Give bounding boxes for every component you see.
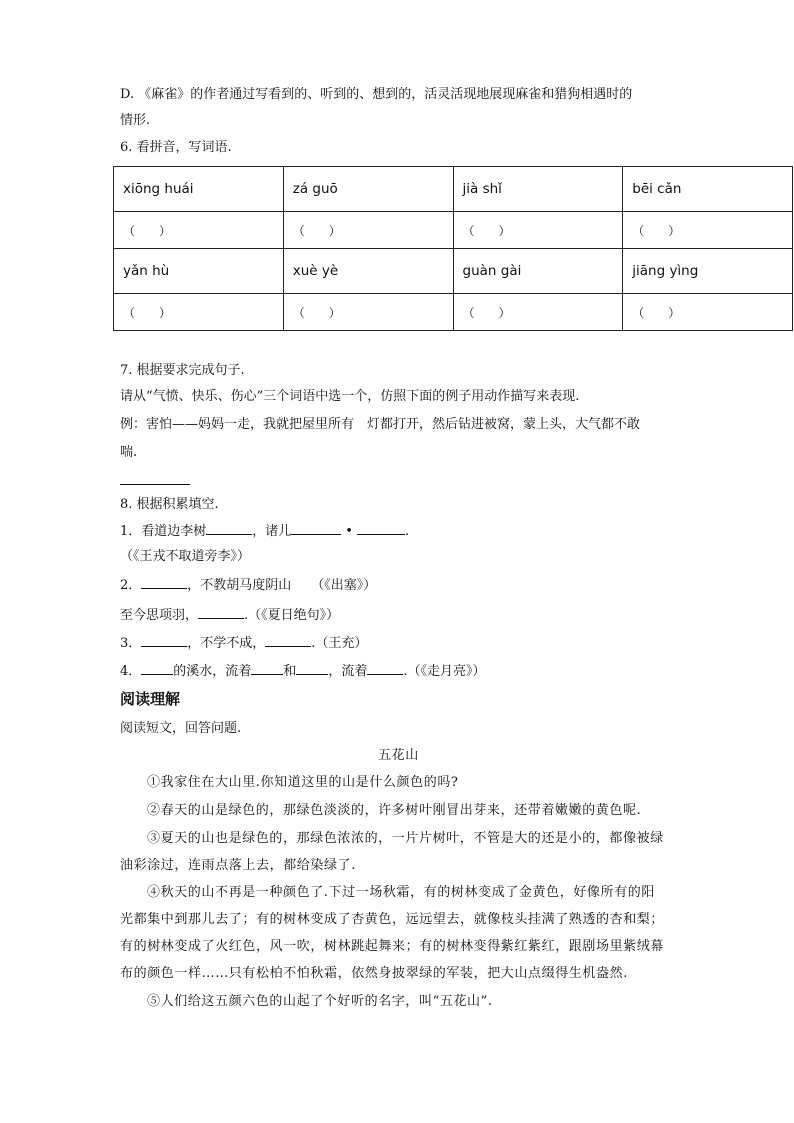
passage-paragraph-3-line2: 油彩涂过，连雨点落上去，都给染绿了. bbox=[120, 858, 356, 873]
q8-item1-end: . bbox=[404, 524, 410, 539]
q8-item2b-end: .（《夏日绝句》） bbox=[244, 608, 340, 623]
reading-heading: 阅读理解 bbox=[120, 690, 181, 708]
pinyin-cell: zá guō bbox=[283, 167, 453, 212]
passage-paragraph-4-line4: 布的颜色一样……只有松柏不怕秋霜，依然身披翠绿的军装，把大山点缀得生机盎然. bbox=[120, 966, 628, 981]
pinyin-cell: xuè yè bbox=[283, 249, 453, 294]
pinyin-cell: jiāng yìng bbox=[623, 249, 793, 294]
pinyin-cell: xiōng huái bbox=[114, 167, 284, 212]
q8-item1-dot: • bbox=[345, 524, 353, 539]
answer-cell[interactable]: （ ） bbox=[114, 294, 284, 331]
q8-title: 8. 根据积累填空. bbox=[120, 497, 219, 512]
fill-blank[interactable] bbox=[141, 634, 187, 647]
q8-item4-text-b: 和 bbox=[283, 664, 297, 679]
q7-title: 7. 根据要求完成句子. bbox=[120, 363, 245, 378]
passage-paragraph-4-line3: 有的树林变成了火红色，风一吹，树林跳起舞来；有的树林变得紫红紫红，跟剧场里紫绒幕 bbox=[120, 939, 665, 954]
answer-row bbox=[114, 212, 793, 249]
q8-item3 bbox=[120, 634, 367, 653]
q7-answer-blank[interactable] bbox=[120, 484, 190, 485]
fill-blank[interactable] bbox=[198, 606, 244, 619]
pinyin-row bbox=[114, 167, 793, 212]
pinyin-cell: yǎn hù bbox=[114, 249, 284, 294]
pinyin-cell: guàn gài bbox=[453, 249, 623, 294]
passage-paragraph-3-line1: ③夏天的山也是绿色的，那绿色浓浓的，一片片树叶，不管是大的还是小的，都像被绿 bbox=[147, 831, 664, 846]
q5-option-d-line1: D. 《麻雀》的作者通过写看到的、听到的、想到的，活灵活现地展现麻雀和猎狗相遇时的 bbox=[120, 87, 633, 102]
q8-item4-text-c: ，流着 bbox=[328, 664, 368, 679]
fill-blank[interactable] bbox=[265, 634, 311, 647]
q7-instruction: 请从“气愤、快乐、伤心”三个词语中选一个，仿照下面的例子用动作描写来表现. bbox=[120, 389, 580, 404]
q8-item4-text-a: 的溪水，流着 bbox=[173, 664, 252, 679]
q8-item2-text: ，不教胡马度阴山 bbox=[187, 578, 292, 593]
pinyin-cell: bēi cǎn bbox=[623, 167, 793, 212]
q8-item3-end: .（王充） bbox=[311, 636, 368, 651]
passage-paragraph-2: ②春天的山是绿色的，那绿色淡淡的，许多树叶刚冒出芽来，还带着嫩嫩的黄色呢. bbox=[147, 803, 642, 818]
fill-blank[interactable] bbox=[141, 662, 173, 675]
pinyin-row bbox=[114, 249, 793, 294]
answer-cell[interactable]: （ ） bbox=[283, 294, 453, 331]
fill-blank[interactable] bbox=[206, 522, 252, 535]
q8-item2b-text: 至今思项羽， bbox=[120, 608, 199, 623]
q8-item3-prefix: 3． bbox=[120, 636, 142, 651]
q8-item1-text-a: 1．看道边李树 bbox=[120, 524, 207, 539]
q8-item2b bbox=[120, 606, 339, 625]
fill-blank[interactable] bbox=[367, 662, 403, 675]
fill-blank[interactable] bbox=[251, 662, 283, 675]
passage-title: 五花山 bbox=[378, 748, 419, 763]
q7-example-line1: 例：害怕——妈妈一走，我就把屋里所有 灯都打开，然后钻进被窝，蒙上头，大气都不敢 bbox=[120, 417, 641, 432]
fill-blank[interactable] bbox=[291, 522, 341, 535]
reading-instruction: 阅读短文，回答问题. bbox=[120, 721, 242, 736]
answer-cell[interactable]: （ ） bbox=[623, 212, 793, 249]
passage-paragraph-4-line1: ④秋天的山不再是一种颜色了.下过一场秋霜，有的树林变成了金黄色，好像所有的阳 bbox=[147, 885, 655, 900]
q6-title: 6. 看拼音，写词语. bbox=[120, 140, 232, 155]
q8-item2 bbox=[120, 576, 376, 595]
passage-paragraph-1: ①我家住在大山里.你知道这里的山是什么颜色的吗? bbox=[147, 775, 459, 790]
q8-item1 bbox=[120, 522, 409, 541]
q7-example-line2: 喘. bbox=[120, 445, 138, 460]
q5-option-d-line2: 情形. bbox=[120, 113, 151, 128]
pinyin-cell: jià shǐ bbox=[453, 167, 623, 212]
q8-item2-prefix: 2． bbox=[120, 578, 142, 593]
passage-paragraph-5: ⑤人们给这五颜六色的山起了个好听的名字，叫“五花山”. bbox=[147, 994, 493, 1009]
q8-item1-source: （《王戎不取道旁李》） bbox=[120, 549, 251, 564]
answer-cell[interactable]: （ ） bbox=[453, 212, 623, 249]
answer-cell[interactable]: （ ） bbox=[283, 212, 453, 249]
answer-cell[interactable]: （ ） bbox=[623, 294, 793, 331]
pinyin-table bbox=[113, 166, 793, 331]
answer-cell[interactable]: （ ） bbox=[114, 212, 284, 249]
answer-row bbox=[114, 294, 793, 331]
passage-paragraph-4-line2: 光都集中到那儿去了；有的树林变成了杏黄色，远远望去，就像枝头挂满了熟透的杏和梨； bbox=[120, 912, 665, 927]
q8-item1-text-b: ，诸儿 bbox=[252, 524, 292, 539]
q8-item4-end: .（《走月亮》） bbox=[403, 664, 486, 679]
q8-item4 bbox=[120, 662, 485, 681]
fill-blank[interactable] bbox=[296, 662, 328, 675]
fill-blank[interactable] bbox=[141, 576, 187, 589]
q8-item4-prefix: 4． bbox=[120, 664, 142, 679]
answer-cell[interactable]: （ ） bbox=[453, 294, 623, 331]
q8-item3-text: ，不学不成， bbox=[187, 636, 266, 651]
q8-item2-source: （《出塞》） bbox=[311, 578, 377, 593]
fill-blank[interactable] bbox=[357, 522, 405, 535]
